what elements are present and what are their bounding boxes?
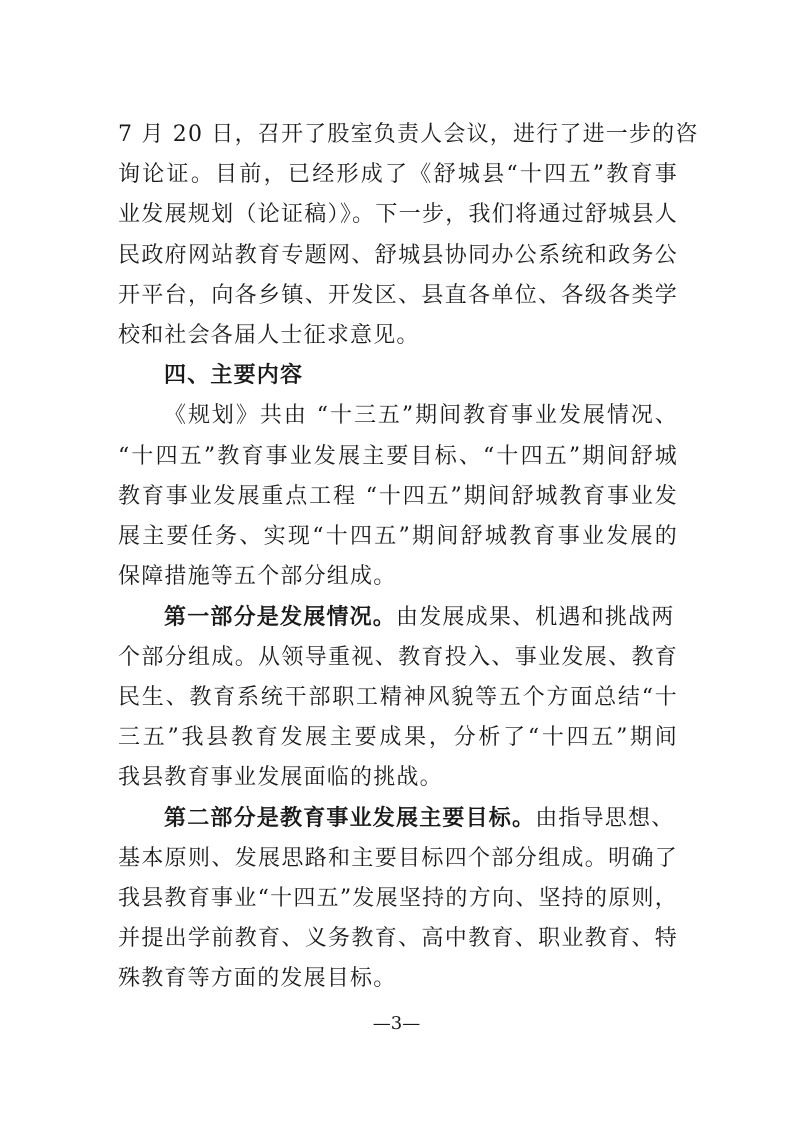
- text-line: 三五”我县教育发展主要成果，分析了“十四五”期间: [118, 725, 678, 750]
- text-line: 基本原则、发展思路和主要目标四个部分组成。明确了: [118, 846, 678, 871]
- text-line: “十四五”教育事业发展主要目标、“十四五”期间舒城: [118, 444, 678, 469]
- text-line: 并提出学前教育、义务教育、高中教育、职业教育、特: [118, 926, 678, 951]
- text-line: 询论证。目前，已经形成了《舒城县“十四五”教育事: [118, 162, 678, 187]
- text-line: 业发展规划（论证稿）》。下一步，我们将通过舒城县人: [118, 202, 678, 227]
- text-line: 个部分组成。从领导重视、教育投入、事业发展、教育: [118, 645, 678, 670]
- text-line: 保障措施等五个部分组成。: [118, 564, 397, 589]
- text-line: 《规划》共由 “十三五”期间教育事业发展情况、: [164, 403, 678, 428]
- text-line: 我县教育事业发展面临的挑战。: [118, 765, 443, 790]
- paragraph-lead-bold: 第一部分是发展情况。: [164, 604, 397, 630]
- text-line: 开平台，向各乡镇、开发区、县直各单位、各级各类学: [118, 283, 678, 308]
- paragraph-lead-bold: 第二部分是教育事业发展主要目标。: [164, 805, 536, 831]
- paragraph-lead-line: [164, 603, 678, 632]
- text-line: 7 月 20 日，召开了股室负责人会议，进行了进一步的咨: [118, 122, 699, 147]
- text-line: 教育事业发展重点工程 “十四五”期间舒城教育事业发: [118, 484, 678, 509]
- text-line: 展主要任务、实现“十四五”期间舒城教育事业发展的: [118, 524, 678, 549]
- paragraph-lead-line: [164, 804, 678, 833]
- paragraph-lead-rest: 由指导思想、: [535, 806, 675, 831]
- text-line: 我县教育事业“十四五”发展坚持的方向、坚持的原则，: [118, 886, 678, 911]
- text-line: 民政府网站教育专题网、舒城县协同办公系统和政务公: [118, 243, 678, 268]
- text-line: 殊教育等方面的发展目标。: [118, 966, 397, 991]
- text-line: 校和社会各届人士征求意见。: [118, 323, 420, 348]
- page-number: —3—: [372, 1013, 421, 1034]
- paragraph-lead-rest: 由发展成果、机遇和挑战两: [396, 605, 675, 630]
- section-heading: 四、主要内容: [164, 363, 304, 388]
- text-line: 民生、教育系统干部职工精神风貌等五个方面总结“十: [118, 685, 678, 710]
